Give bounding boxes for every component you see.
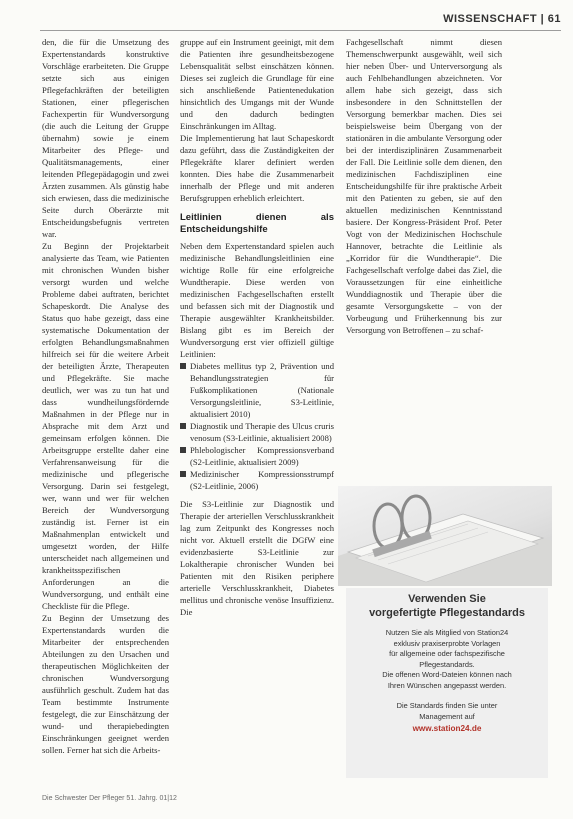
bullet-square-icon: [180, 447, 186, 453]
bullet-square-icon: [180, 471, 186, 477]
website-link[interactable]: www.station24.de: [412, 724, 482, 733]
list-item-text: Diagnostik und Therapie des Ulcus cruris venosum (S3-Leitlinie, aktualisiert 2008): [190, 421, 334, 443]
list-item-text: Phlebologischer Kompressionsverband (S2-Leitlinie, aktualisiert 2009): [190, 445, 334, 467]
bullet-square-icon: [180, 363, 186, 369]
page-footer: Die Schwester Der Pfleger 51. Jahrg. 01|12: [42, 795, 177, 802]
promo-line: Die Standards finden Sie unter: [396, 701, 498, 710]
promo-line: Ihren Wünschen angepasst werden.: [387, 680, 507, 690]
promo-line: Pflegestandards.: [419, 659, 475, 669]
promo-line: Management auf: [419, 711, 475, 721]
list-item-text: Diabetes mellitus typ 2, Prävention und Behandlungsstrategien für Fußkomplikationen (Nationale Versorgungsleitlinie, S3-Leitlinie, aktualisiert 2010): [190, 361, 334, 419]
list-item: [180, 444, 334, 468]
section-title: WISSENSCHAFT | 61: [443, 13, 561, 25]
ring-binder-illustration: [338, 486, 552, 586]
promo-title: [346, 592, 548, 620]
subheading: Leitlinien dienen als Entscheidungshilfe: [180, 212, 334, 235]
paragraph: Neben dem Expertenstandard spielen auch medizinische Behandlungsleitlinien eine wichtige Rolle für eine erfolgreiche Wundtherapie. Diese werden von medizinischen Fachgesellschaften erstellt und befassen sich mit der Diagnostik und Therapie ausgewählter Krankheitsbilder. Bislang gibt es im Bereich der Wundversorgung erst vier offiziell gültige Leitlinien:: [180, 241, 334, 359]
paragraph: Die S3-Leitlinie zur Diagnostik und Therapie der arteriellen Verschlusskrankheit lag zum Zeitpunkt des Kongresses noch nicht vor. Aktuell erstellt die DGfW eine evidenzbasierte S3-Leitlinie zur Lokaltherapie chronischer Wunden bei Patienten mit den Risiken periphere arterielle Verschlusskrankheit, Diabetes mellitus und chronische venöse Insuffizienz. Die: [180, 499, 334, 617]
bullet-square-icon: [180, 423, 186, 429]
paragraph: Fachgesellschaft nimmt diesen Themenschwerpunkt ausgewählt, weil sich hier neben Über- und Unterversorgung als auch Fehlbehandlungen abzeichneten. Vor allem habe sich gezeigt, dass sich insbesondere in den Schnittstellen der Versorgung bemerkbar machen. Dies sei beispielsweise beim Übergang von der stationären in die ambulante Versorgung oder bei der interdisziplinären Zusammenarbeit der Fall. Die Leitlinie solle dem dienen, den medizinischen Fachdisziplinen eine Entscheidungshilfe für ihre praktische Arbeit mit den Patienten zu geben, sie auf den aktuellen medizinischen Kenntnisstand basiere. Der Kongress-Präsident Prof. Peter Vogt von der Medizinischen Hochschule Hannover, betrachte die Leitlinie als „Korridor für die Wundtherapie“. Die Fachgesellschaft verfolge dabei das Ziel, die Voraussetzungen für eine einheitliche Wunddiagnostik und Therapie über die gesamte Versorgungskette – von der Vorbeugung und Früherkennung bis zur Versorgung von Betroffenen – zu schaf-: [346, 37, 502, 335]
paragraph: Zu Beginn der Umsetzung des Expertenstandards wurden die Mitarbeiter der entsprechenden Abteilungen zu den Ursachen und therapeutischen Möglichkeiten der chronischen Wundversorgung ausführlich geschult. Zudem hat das Team bestimmte Instrumente festgelegt, die zur Einschätzung der wund- und therapiebedingten Einschränkungen geeignet werden sollen. Ferner hat sich die Arbeits-: [42, 613, 169, 755]
paragraph: Zu Beginn der Projektarbeit analysierte das Team, wie Patienten mit chronischen Wunden bisher versorgt wurden und welche Probleme dabei auftraten, berichtet Schapeskordt. Die Analyse des Status quo habe gezeigt, dass eine systematische Dokumentation der erfolgten Behandlungsmaßnahmen hilfreich sei für die weitere Arbeit der beteiligten Ärzte, Therapeuten und Pflegekräfte. Sie mache deutlich, wer was zu tun hat und dass wundheilungsfördernde Maßnahmen in der Pflege nur in Absprache mit dem Arzt und gemeinsam erfolgen können. Die Arbeitsgruppe erstellte daher eine Verfahrensanweisung für die medizinische und pflegerische Versorgung. Darin sei festgelegt, wer, wann und wer für welchen Bereich der Wundversorgung zuständig ist. Ferner ist ein Maßnahmenplan entwickelt und umgesetzt worden, der Hilfe unterscheidet nach allgemeinen und krankheitsspezifischen Anforderungen an die Wundversorgung, und enthält eine Checkliste für die Pflege.: [42, 241, 169, 611]
promo-title-line: vorgefertigte Pflegestandards: [369, 607, 525, 619]
binder-photo: [338, 486, 552, 586]
paragraph: Die Implementierung hat laut Schapeskordt dazu geführt, dass die Zuständigkeiten der Pflegekräfte klarer definiert werden konnten. Dies habe die Zusammenarbeit innerhalb der Pflege und mit anderen Berufsgruppen erheblich erleichtert.: [180, 133, 334, 203]
article-column-1: [42, 36, 169, 776]
list-item: [180, 360, 334, 420]
paragraph: gruppe auf ein Instrument geeinigt, mit dem die Patienten ihre gesundheitsbezogene Lebensqualität selbst einschätzen können. Dieses sei zugleich die Grundlage für eine sich anschließende Patientenedukation hinsichtlich des Umgangs mit der Wunde und den dadurch bedingten Einschränkungen im Alltag.: [180, 37, 334, 131]
promo-line: für allgemeine oder fachspezifische: [389, 649, 505, 658]
promo-title-line: Verwenden Sie: [408, 593, 486, 605]
promo-box: [346, 588, 548, 778]
promo-line: exklusiv praxiserprobte Vorlagen: [393, 638, 501, 648]
promo-line: Die offenen Word-Dateien können nach: [382, 670, 512, 679]
paragraph: den, die für die Umsetzung des Expertenstandards konstruktive Vorschläge erarbeiteten. Die Gruppe setzte sich aus einigen Pflegefachkräften der beteiligten Stationen, einer pflegerischen Fachexpertin für Wundversorgung (die auch die Leitung der Gruppe übernahm) sowie je einem Mitarbeiter des Pflege- und Qualitätsmanagements, einer leitenden Pflegepädagogin und zwei Ärzten zusammen. Als günstig habe sich erwiesen, dass die medizinische Seite durch Oberärzte mit Entscheidungsbefugnis vertreten war.: [42, 37, 169, 239]
article-column-3: [346, 10, 502, 340]
list-item: [180, 468, 334, 492]
list-item-text: Medizinischer Kompressionsstrumpf (S2-Leitlinie, 2006): [190, 469, 334, 491]
promo-body: [354, 628, 540, 735]
article-column-2: [180, 36, 334, 784]
promo-line: Nutzen Sie als Mitglied von Station24: [385, 628, 509, 637]
list-item: [180, 420, 334, 444]
